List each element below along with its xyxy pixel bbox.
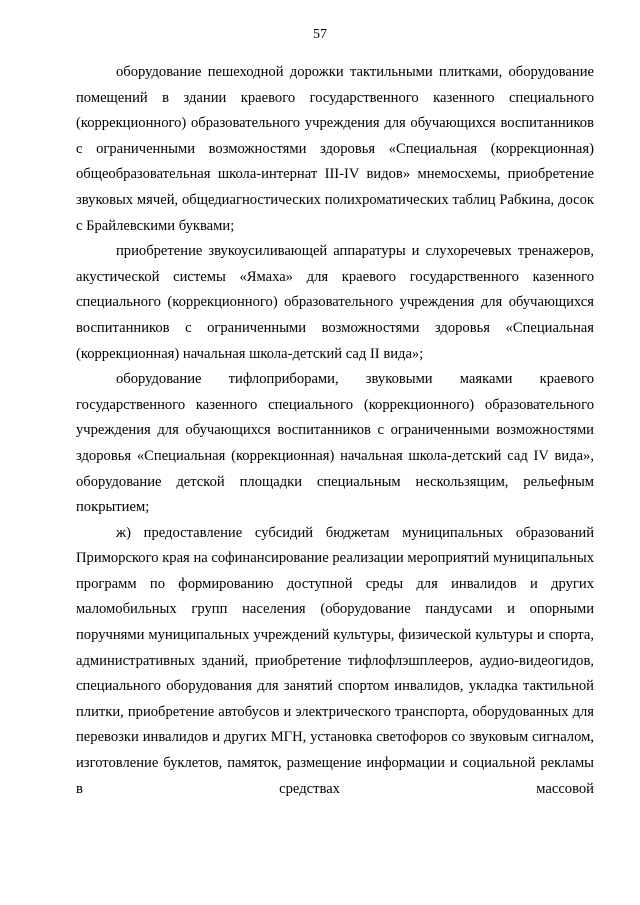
page-number: 57	[313, 27, 327, 42]
paragraph-municipal-subsidies: ж) предоставление субсидий бюджетам муниципальных образований Приморского края на софинансирование реализации мероприятий муниципальных программ по формированию доступной среды для инвалидов и других маломобильных групп населения (оборудование пандусами и опорными поручнями муниципальных учреждений культуры, физической культуры и спорта, административных зданий, приобретение тифлофлэшплееров, аудио-видеогидов, специального оборудования для занятий спортом инвалидов, укладка тактильной плитки, приобретение автобусов и электрического транспорта, оборудованных для перевозки инвалидов и других МГН, установка светофоров со звуковым сигналом, изготовление буклетов, памяток, размещение информации и социальной рекламы в средствах массовой	[76, 524, 594, 797]
paragraph-tactile-equipment: оборудование пешеходной дорожки тактильными плитками, оборудование помещений в здании краевого государственного казенного специального (коррекционного) образовательного учреждения для обучающихся воспитанников с ограниченными возможностями здоровья «Специальная (коррекционная) общеобразовательная школа-интернат III-IV видов» мнемосхемы, приобретение звуковых мячей, общедиагностических полихроматических таблиц Рабкина, досок с Брайлевскими буквами;	[76, 64, 594, 234]
paragraph-sound-equipment: приобретение звукоусиливающей аппаратуры и слухоречевых тренажеров, акустической системы «Ямаха» для краевого государственного казенного специального (коррекционного) образовательного учреждения для обучающихся воспитанников с ограниченными возможностями здоровья «Специальная (коррекционная) начальная школа-детский сад II вида»;	[76, 243, 594, 362]
paragraph-typhlo-devices: оборудование тифлоприборами, звуковыми маяками краевого государственного казенного специального (коррекционного) образовательного учреждения для обучающихся воспитанников с ограниченными возможностями здоровья «Специальная (коррекционная) начальная школа-детский сад IV вида», оборудование детской площадки специальным нескользящим, рельефным покрытием;	[76, 371, 594, 516]
body-text	[76, 60, 594, 802]
